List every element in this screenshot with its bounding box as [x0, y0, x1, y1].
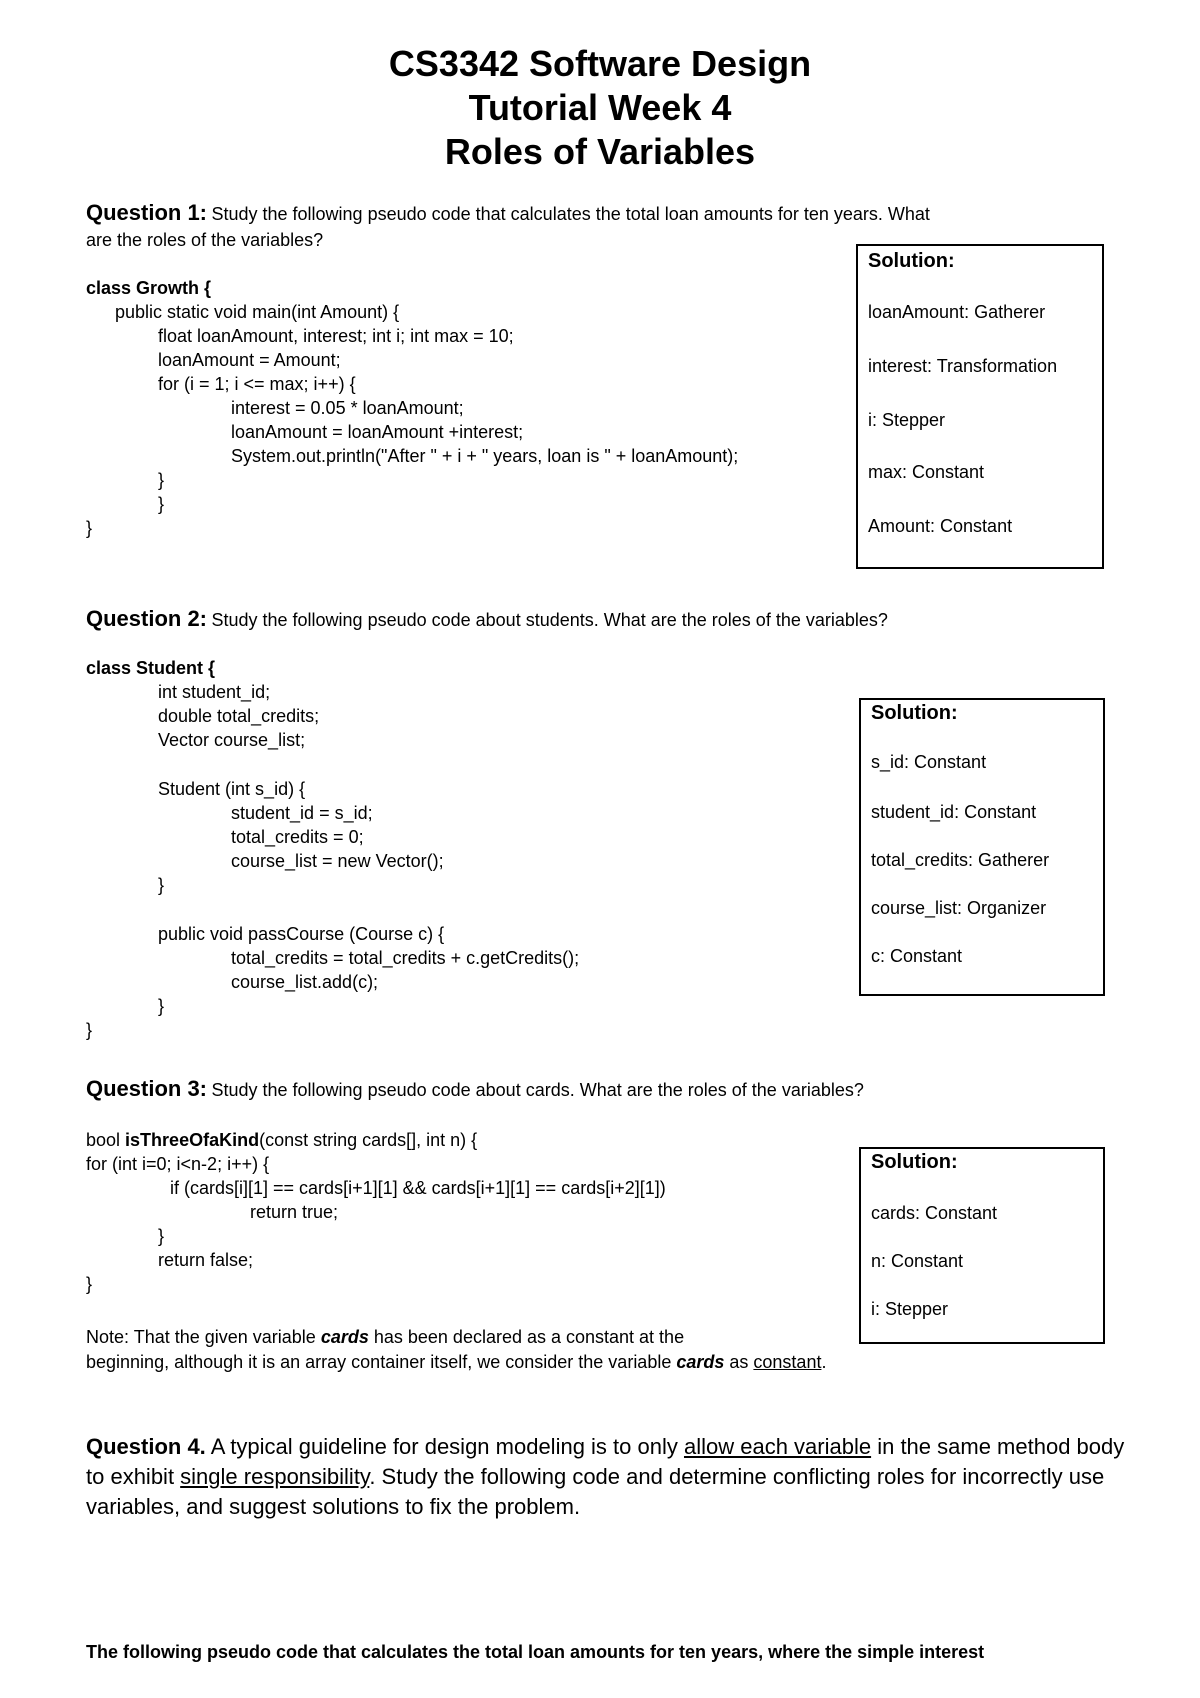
code-line: }: [86, 1274, 93, 1294]
question-1-label: Question 1:: [86, 200, 208, 225]
code-line: student_id = s_id;: [231, 803, 373, 823]
solution-item: i: Stepper: [871, 1299, 949, 1319]
code-line: }: [86, 518, 93, 538]
footer-text: The following pseudo code that calculates the total loan amounts for ten years, where the simple interest: [86, 1642, 985, 1662]
question-1-text-line1: Study the following pseudo code that calculates the total loan amounts for ten years. What: [211, 204, 930, 224]
solution-title: Solution:: [868, 250, 955, 272]
question-1-solution-box: [856, 244, 1104, 569]
solution-item: loanAmount: Gatherer: [868, 302, 1046, 322]
code-line: System.out.println("After " + i + " years, loan is " + loanAmount);: [231, 446, 739, 466]
question-4-paragraph: Question 4. A typical guideline for design modeling is to only allow each variable in the same method body to exhibit single responsibility. Study the following code and determine conflicting roles for incorrectly use variables, and suggest solutions to fix the problem.: [86, 1434, 1125, 1519]
code-line: for (i = 1; i <= max; i++) {: [158, 374, 356, 394]
variable-name: cards: [676, 1352, 725, 1372]
question-2-label: Question 2:: [86, 606, 208, 631]
code-line: }: [158, 996, 165, 1016]
code-line: }: [158, 470, 165, 490]
question-1-heading: [86, 200, 930, 226]
course-title: CS3342 Software Design: [388, 43, 812, 84]
code-line: total_credits = 0;: [231, 827, 364, 847]
code-line: Student (int s_id) {: [158, 779, 306, 799]
solution-item: total_credits: Gatherer: [871, 850, 1050, 870]
code-line: if (cards[i][1] == cards[i+1][1] && cards[i+1][1] == cards[i+2][1]): [170, 1178, 666, 1198]
code-line: }: [158, 494, 165, 514]
solution-item: i: Stepper: [868, 410, 946, 430]
solution-item: course_list: Organizer: [871, 898, 1047, 918]
code-line: }: [158, 875, 165, 895]
code-line: float loanAmount, interest; int i; int max = 10;: [158, 326, 514, 346]
code-line: public static void main(int Amount) {: [115, 302, 400, 322]
code-line: Vector course_list;: [158, 730, 306, 750]
solution-item: interest: Transformation: [868, 356, 1058, 376]
code-line: return false;: [158, 1250, 254, 1270]
underlined-word: constant: [753, 1352, 822, 1372]
code-line: return true;: [250, 1202, 339, 1222]
solution-item: cards: Constant: [871, 1203, 998, 1223]
question-3-label: Question 3:: [86, 1076, 208, 1101]
code-line: course_list = new Vector();: [231, 851, 444, 871]
tutorial-week: Tutorial Week 4: [468, 87, 732, 128]
code-line: class Growth {: [86, 278, 212, 298]
solution-title: Solution:: [871, 702, 958, 724]
code-line: public void passCourse (Course c) {: [158, 924, 445, 944]
code-fragment: (const string cards[], int n) {: [259, 1130, 478, 1150]
code-line: }: [86, 1020, 93, 1040]
note-line-1: Note: That the given variable cards has been declared as a constant at the: [86, 1327, 685, 1347]
solution-item: c: Constant: [871, 946, 963, 966]
page-title: Roles of Variables: [444, 131, 756, 172]
underlined-phrase: allow each variable: [683, 1434, 872, 1459]
code-line: total_credits = total_credits + c.getCredits();: [231, 948, 580, 968]
solution-item: max: Constant: [868, 462, 985, 482]
question-4-label: Question 4.: [86, 1434, 206, 1459]
code-line: int student_id;: [158, 682, 271, 702]
question-3-solution-box: [859, 1147, 1105, 1344]
question-1-text-line2: are the roles of the variables?: [86, 230, 324, 250]
code-line: loanAmount = loanAmount +interest;: [231, 422, 524, 442]
code-line: [86, 1128, 477, 1152]
code-line: class Student {: [86, 658, 216, 678]
question-3-heading: [86, 1076, 864, 1102]
code-line: }: [158, 1226, 165, 1246]
question-2-heading: [86, 606, 888, 632]
variable-name: cards: [320, 1327, 369, 1347]
code-line: double total_credits;: [158, 706, 320, 726]
code-fragment: bool: [86, 1130, 126, 1150]
solution-item: s_id: Constant: [871, 752, 987, 772]
code-line: loanAmount = Amount;: [158, 350, 341, 370]
function-name: isThreeOfaKind: [125, 1130, 260, 1150]
code-line: interest = 0.05 * loanAmount;: [231, 398, 464, 418]
question-2-solution-box: [859, 698, 1105, 996]
solution-title: Solution:: [871, 1151, 958, 1173]
solution-item: student_id: Constant: [871, 802, 1037, 822]
question-2-text: Study the following pseudo code about students. What are the roles of the variables?: [211, 610, 888, 630]
code-line: course_list.add(c);: [231, 972, 379, 992]
solution-item: n: Constant: [871, 1251, 964, 1271]
question-3-text: Study the following pseudo code about cards. What are the roles of the variables?: [211, 1080, 864, 1100]
underlined-phrase: single responsibility: [180, 1464, 370, 1489]
note-line-2: beginning, although it is an array container itself, we consider the variable cards as constant.: [86, 1352, 827, 1372]
code-line: for (int i=0; i<n-2; i++) {: [86, 1154, 270, 1174]
solution-item: Amount: Constant: [868, 516, 1013, 536]
